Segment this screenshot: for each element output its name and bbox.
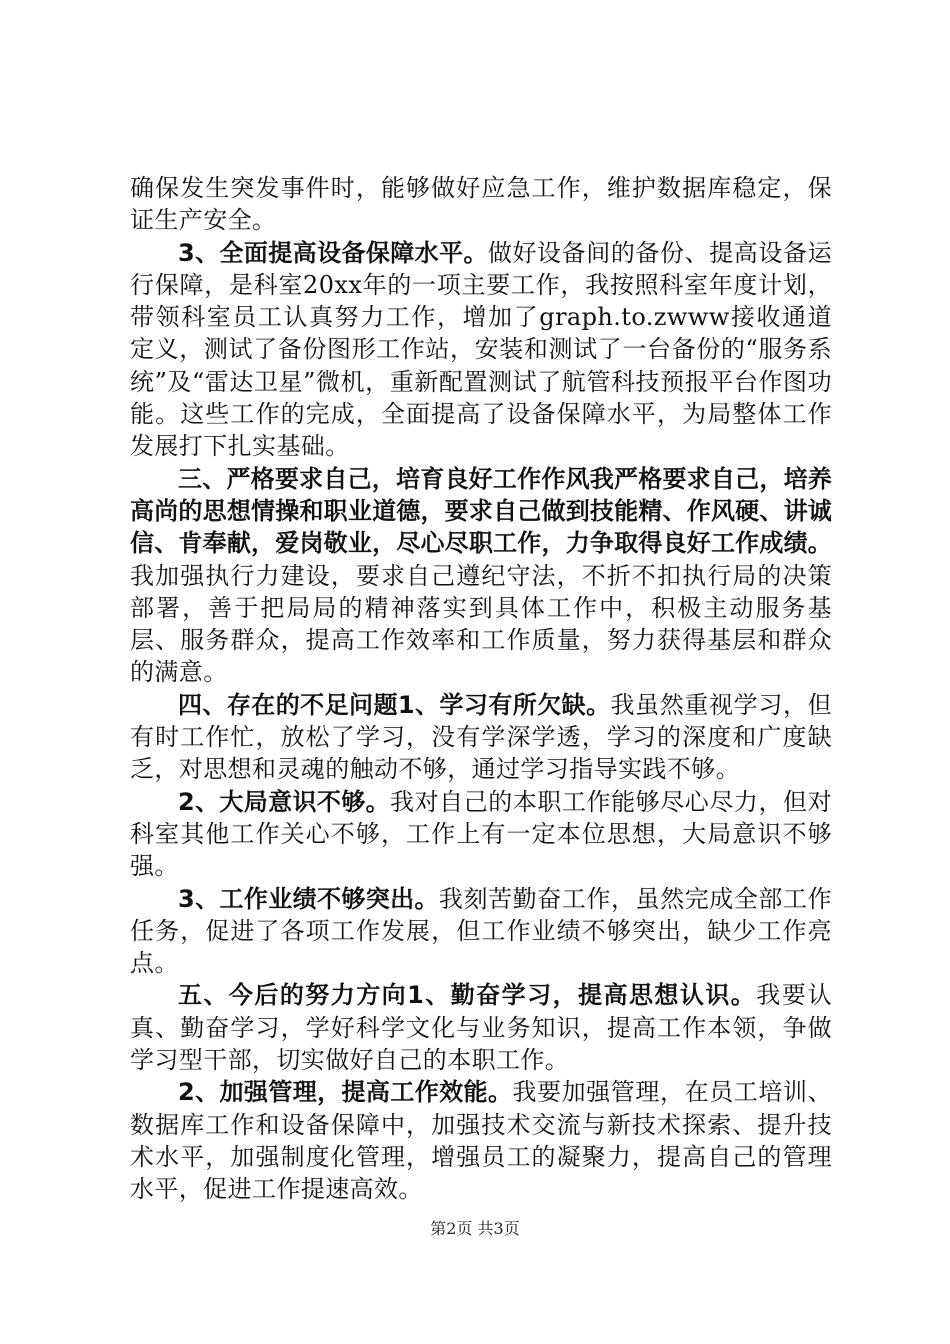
paragraph-3 (130, 463, 832, 689)
paragraph-6-text: 我刻苦勤奋工作，虽然完成全部工作任务，促进了各项工作发展，但工作业绩不够突出，缺少工作亮点。 (130, 884, 832, 978)
paragraph-6 (130, 883, 832, 980)
paragraph-2-text: 做好设备间的备份、提高设备运行保障，是科室20xx年的一项主要工作，我按照科室年度计划，带领科室员工认真努力工作，增加了graph.to.zwww接收通道定义，测试了备份图形工作站，安装和测试了一台备份的“服务系统”及“雷达卫星”微机，重新配置测试了航管科技预报平台作图功能。这些工作的完成，全面提高了设备保障水平，为局整体工作发展打下扎实基础。 (130, 238, 832, 461)
paragraph-2-heading: 3、全面提高设备保障水平。 (178, 238, 488, 267)
paragraph-7-heading: 五、今后的努力方向1、勤奋学习，提高思想认识。 (178, 981, 757, 1010)
paragraph-8-heading: 2、加强管理，提高工作效能。 (178, 1078, 513, 1107)
document-body (130, 172, 832, 1206)
paragraph-1 (130, 172, 832, 237)
page-footer: 第2页 共3页 (430, 1219, 520, 1238)
paragraph-8 (130, 1076, 832, 1205)
paragraph-4 (130, 689, 832, 786)
paragraph-4-text: 我虽然重视学习，但有时工作忙，放松了学习，没有学深学透，学习的深度和广度缺乏，对思想和灵魂的触动不够，通过学习指导实践不够。 (130, 690, 832, 784)
paragraph-8-text: 我要加强管理，在员工培训、数据库工作和设备保障中，加强技术交流与新技术探索、提升技术水平，加强制度化管理，增强员工的凝聚力，提高自己的管理水平，促进工作提速高效。 (130, 1078, 833, 1204)
paragraph-5 (130, 786, 832, 883)
paragraph-5-heading: 2、大局意识不够。 (178, 787, 390, 816)
paragraph-3-text: 我加强执行力建设，要求自己遵纪守法，不折不扣执行局的决策部署，善于把局局的精神落实到具体工作中，积极主动服务基层、服务群众，提高工作效率和工作质量，努力获得基层和群众的满意。 (130, 561, 832, 687)
paragraph-6-heading: 3、工作业绩不够突出。 (178, 884, 439, 913)
paragraph-7 (130, 979, 832, 1076)
paragraph-3-heading: 三、严格要求自己，培育良好工作作风我严格要求自己，培养高尚的思想情操和职业道德，要求自己做到技能精、作风硬、讲诚信、肯奉献，爱岗敬业，尽心尽职工作，力争取得良好工作成绩。 (130, 464, 832, 558)
paragraph-1-text: 确保发生突发事件时，能够做好应急工作，维护数据库稳定，保证生产安全。 (130, 174, 832, 235)
paragraph-5-text: 我对自己的本职工作能够尽心尽力，但对科室其他工作关心不够，工作上有一定本位思想，大局意识不够强。 (130, 787, 833, 881)
paragraph-7-text: 我要认真、勤奋学习，学好科学文化与业务知识，提高工作本领，争做学习型干部，切实做好自己的本职工作。 (130, 981, 832, 1075)
paragraph-4-heading: 四、存在的不足问题1、学习有所欠缺。 (178, 690, 611, 719)
paragraph-2 (130, 237, 832, 463)
